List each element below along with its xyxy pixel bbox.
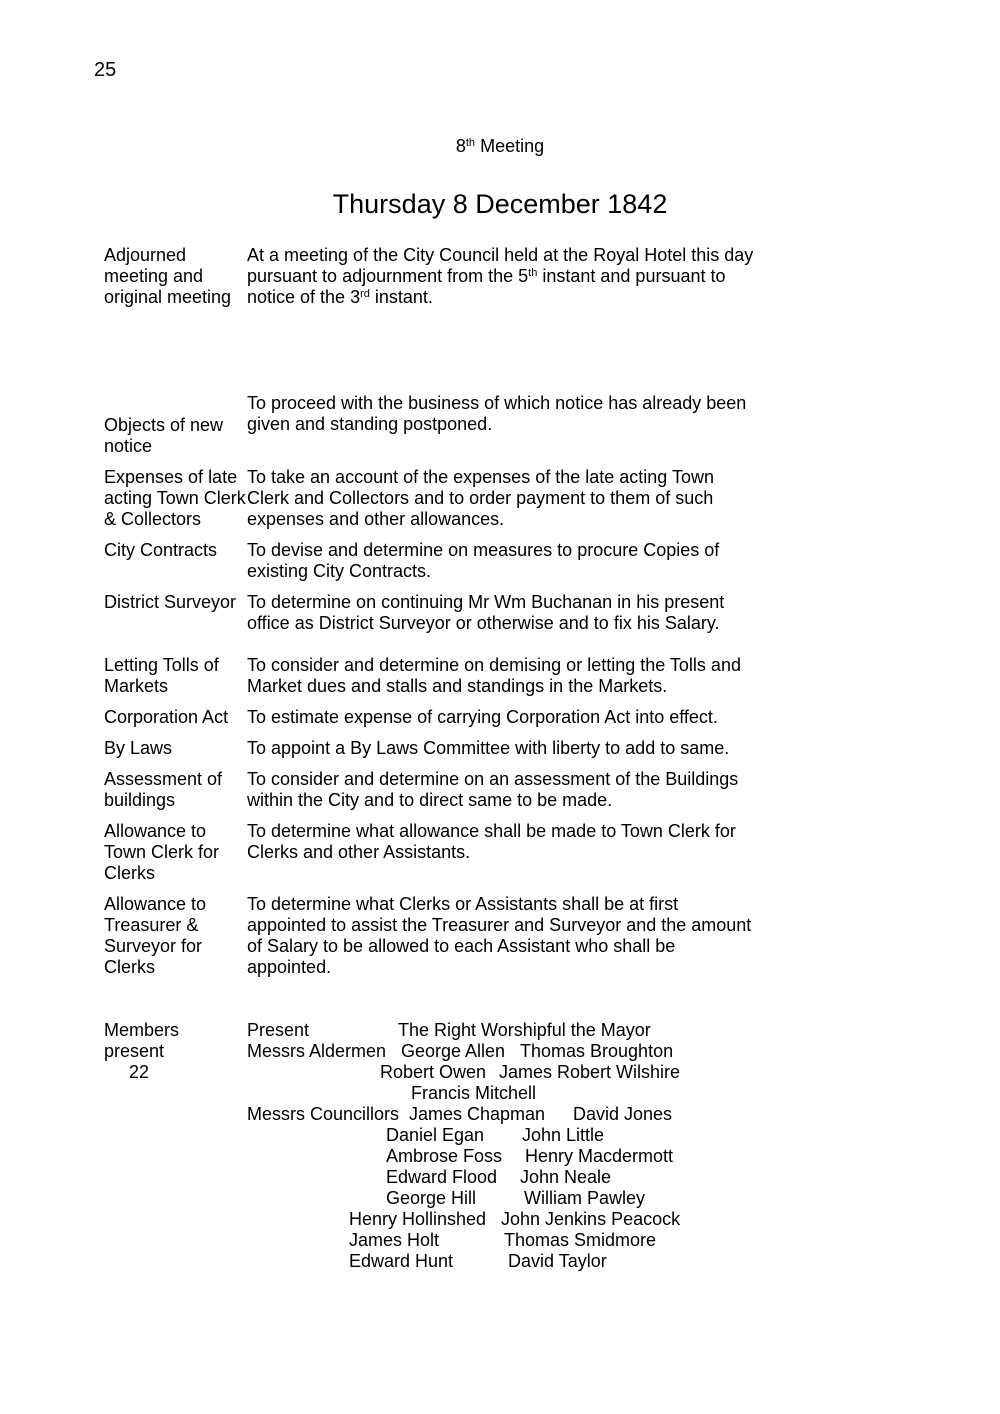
- margin-note: Adjourned meeting and original meeting: [104, 245, 232, 307]
- councillor-name: Daniel Egan: [386, 1125, 485, 1145]
- alderman-name: James Robert Wilshire: [499, 1062, 681, 1082]
- intro-paragraph: At a meeting of the City Council held at the Royal Hotel this day pursuant to adjournment from the 5th instant and pursuant to notice of the 3rd instant.: [247, 245, 754, 307]
- agenda-row: [104, 821, 764, 884]
- agenda-row-intro: [104, 245, 764, 308]
- agenda-row: [104, 894, 764, 978]
- councillor-name: Edward Hunt: [349, 1251, 454, 1271]
- alderman-name: Thomas Broughton: [520, 1041, 674, 1061]
- agenda-row-objects: [104, 308, 764, 457]
- objects-paragraph: To proceed with the business of which notice has already been given and standing postponed.: [247, 393, 747, 434]
- agenda-text: To consider and determine on demising or letting the Tolls and Market dues and stalls and standings in the Markets.: [247, 655, 741, 696]
- margin-note: Letting Tolls of Markets: [104, 655, 219, 696]
- councillor-name: Edward Flood: [386, 1167, 498, 1187]
- agenda-row: [104, 707, 764, 728]
- councillor-name: William Pawley: [524, 1188, 646, 1208]
- agenda-text: To consider and determine on an assessment of the Buildings within the City and to direct same to be made.: [247, 769, 739, 810]
- present-label: Present: [247, 1020, 310, 1040]
- alderman-name: Francis Mitchell: [411, 1083, 537, 1103]
- meeting-number: 8th Meeting: [455, 136, 545, 156]
- councillor-name: Ambrose Foss: [386, 1146, 503, 1166]
- agenda-text: To determine what Clerks or Assistants shall be at first appointed to assist the Treasurer and Surveyor and the amount of Salary to be allowed to each Assistant who shall be appointed.: [247, 894, 752, 977]
- alderman-name: George Allen: [401, 1041, 506, 1061]
- margin-note: Assessment of buildings: [104, 769, 223, 810]
- agenda-row: [104, 769, 764, 811]
- meeting-date: Thursday 8 December 1842: [332, 189, 668, 219]
- margin-note: District Surveyor: [104, 592, 237, 612]
- members-present: [104, 1020, 804, 1280]
- agenda-text: To determine on continuing Mr Wm Buchanan in his present office as District Surveyor or otherwise and to fix his Salary.: [247, 592, 725, 633]
- councillor-name: David Jones: [573, 1104, 673, 1124]
- agenda-text: To appoint a By Laws Committee with liberty to add to same.: [247, 738, 730, 758]
- agenda-text: To estimate expense of carrying Corporation Act into effect.: [247, 707, 718, 727]
- margin-note: Expenses of late acting Town Clerk & Collectors: [104, 467, 246, 529]
- margin-note: Allowance to Town Clerk for Clerks: [104, 821, 220, 883]
- margin-note: City Contracts: [104, 540, 218, 560]
- alderman-name: Robert Owen: [380, 1062, 487, 1082]
- agenda-row: [104, 655, 764, 697]
- councillor-name: John Jenkins Peacock: [501, 1209, 681, 1229]
- councillor-name: John Neale: [520, 1167, 612, 1187]
- margin-note: Allowance to Treasurer & Surveyor for Clerks: [104, 894, 207, 977]
- councillor-name: John Little: [522, 1125, 605, 1145]
- members-label: present: [104, 1041, 165, 1061]
- margin-note: By Laws: [104, 738, 173, 758]
- page-number: 25: [94, 59, 117, 81]
- councillor-name: David Taylor: [508, 1251, 607, 1271]
- agenda-row: [104, 738, 764, 759]
- margin-note: Objects of new notice: [104, 415, 224, 456]
- councillor-name: George Hill: [386, 1188, 477, 1208]
- councillor-name: James Holt: [349, 1230, 440, 1250]
- aldermen-label: Messrs Aldermen: [247, 1041, 387, 1061]
- members-count: 22: [129, 1062, 150, 1082]
- councillor-name: Henry Hollinshed: [349, 1209, 487, 1229]
- councillor-name: Henry Macdermott: [525, 1146, 674, 1166]
- agenda-text: To take an account of the expenses of the late acting Town Clerk and Collectors and to order payment to them of such expenses and other allowances.: [247, 467, 714, 529]
- members-label: Members: [104, 1020, 180, 1040]
- councillors-label: Messrs Councillors: [247, 1104, 400, 1124]
- councillor-name: James Chapman: [409, 1104, 546, 1124]
- agenda-row: [104, 592, 764, 634]
- agenda: [104, 245, 764, 988]
- agenda-text: To determine what allowance shall be made to Town Clerk for Clerks and other Assistants.: [247, 821, 736, 862]
- councillor-name: Thomas Smidmore: [504, 1230, 657, 1250]
- mayor: The Right Worshipful the Mayor: [398, 1020, 651, 1040]
- agenda-row: [104, 467, 764, 530]
- agenda-row: [104, 540, 764, 582]
- margin-note: Corporation Act: [104, 707, 229, 727]
- agenda-text: To devise and determine on measures to procure Copies of existing City Contracts.: [247, 540, 720, 581]
